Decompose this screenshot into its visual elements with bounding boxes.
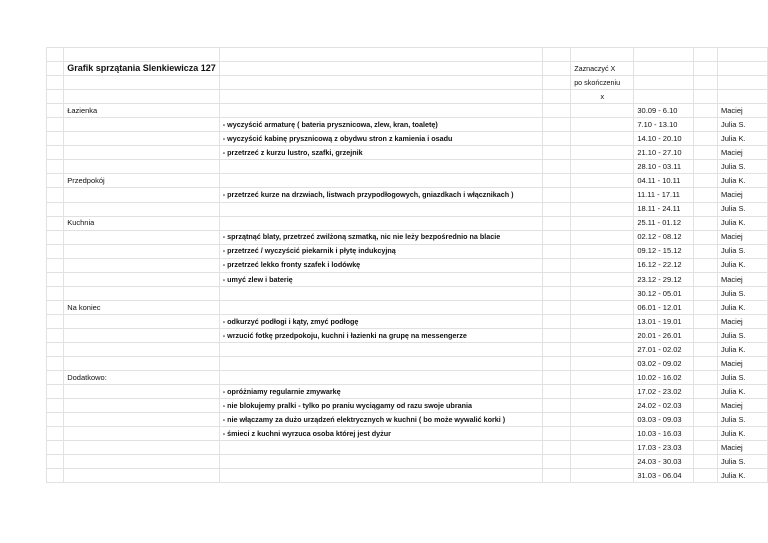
schedule-person[interactable]: Julia K. — [717, 258, 767, 272]
schedule-person[interactable]: Julia K. — [717, 300, 767, 314]
schedule-dates[interactable]: 06.01 - 12.01 — [634, 300, 694, 314]
task-dodatkowo-2[interactable]: - nie blokujemy pralki - tylko po praniu wyciągamy od razu swoje ubrania — [219, 399, 542, 413]
schedule-dates[interactable]: 10.02 - 16.02 — [634, 371, 694, 385]
sheet-row — [47, 216, 768, 230]
schedule-dates[interactable]: 25.11 - 01.12 — [634, 216, 694, 230]
schedule-person[interactable]: Maciej — [717, 188, 767, 202]
sheet-row — [47, 314, 768, 328]
task-lazienka-3[interactable]: - przetrzeć z kurzu lustro, szafki, grzejnik — [219, 146, 542, 160]
schedule-person[interactable]: Maciej — [717, 272, 767, 286]
mark-header-line2[interactable]: po skończeniu — [571, 76, 634, 90]
sheet-row — [47, 244, 768, 258]
schedule-dates[interactable]: 27.01 - 02.02 — [634, 342, 694, 356]
schedule-dates[interactable]: 11.11 - 17.11 — [634, 188, 694, 202]
schedule-dates[interactable]: 04.11 - 10.11 — [634, 174, 694, 188]
schedule-dates[interactable]: 24.03 - 30.03 — [634, 455, 694, 469]
schedule-person[interactable]: Maciej — [717, 441, 767, 455]
sheet-row — [47, 76, 768, 90]
sheet-row — [47, 48, 768, 62]
schedule-person[interactable]: Julia S. — [717, 202, 767, 216]
schedule-dates[interactable]: 03.03 - 09.03 — [634, 413, 694, 427]
sheet-row — [47, 230, 768, 244]
schedule-person[interactable]: Julia K. — [717, 469, 767, 483]
schedule-person[interactable]: Julia S. — [717, 160, 767, 174]
sheet-row — [47, 385, 768, 399]
schedule-dates[interactable]: 30.09 - 6.10 — [634, 104, 694, 118]
schedule-person[interactable]: Julia K. — [717, 342, 767, 356]
sheet-row — [47, 427, 768, 441]
task-kuchnia-3[interactable]: - przetrzeć lekko fronty szafek i lodówkę — [219, 258, 542, 272]
schedule-dates[interactable]: 18.11 - 24.11 — [634, 202, 694, 216]
task-dodatkowo-4[interactable]: - śmieci z kuchni wyrzuca osoba której jest dyżur — [219, 427, 542, 441]
schedule-dates[interactable]: 13.01 - 19.01 — [634, 314, 694, 328]
schedule-person[interactable]: Julia K. — [717, 385, 767, 399]
sheet-row — [47, 62, 768, 76]
task-dodatkowo-1[interactable]: - opróżniamy regularnie zmywarkę — [219, 385, 542, 399]
sheet-row — [47, 328, 768, 342]
sheet-row — [47, 104, 768, 118]
schedule-dates[interactable]: 10.03 - 16.03 — [634, 427, 694, 441]
schedule-dates[interactable]: 17.03 - 23.03 — [634, 441, 694, 455]
schedule-dates[interactable]: 28.10 - 03.11 — [634, 160, 694, 174]
schedule-person[interactable]: Julia S. — [717, 244, 767, 258]
schedule-dates[interactable]: 21.10 - 27.10 — [634, 146, 694, 160]
schedule-dates[interactable]: 03.02 - 09.02 — [634, 357, 694, 371]
schedule-person[interactable]: Julia K. — [717, 132, 767, 146]
schedule-person[interactable]: Julia S. — [717, 371, 767, 385]
sheet-row — [47, 342, 768, 356]
task-lazienka-2[interactable]: - wyczyścić kabinę prysznicową z obydwu stron z kamienia i osadu — [219, 132, 542, 146]
sheet-row — [47, 272, 768, 286]
sheet-row — [47, 399, 768, 413]
schedule-dates[interactable]: 31.03 - 06.04 — [634, 469, 694, 483]
schedule-person[interactable]: Maciej — [717, 230, 767, 244]
schedule-dates[interactable]: 09.12 - 15.12 — [634, 244, 694, 258]
schedule-dates[interactable]: 24.02 - 02.03 — [634, 399, 694, 413]
schedule-person[interactable]: Maciej — [717, 399, 767, 413]
sheet-row — [47, 300, 768, 314]
schedule-person[interactable]: Julia S. — [717, 413, 767, 427]
sheet-row — [47, 413, 768, 427]
task-dodatkowo-3[interactable]: - nie włączamy za dużo urządzeń elektrycznych w kuchni ( bo może wywalić korki ) — [219, 413, 542, 427]
sheet-row — [47, 469, 768, 483]
sheet-row — [47, 441, 768, 455]
sheet-row — [47, 118, 768, 132]
sheet-row — [47, 160, 768, 174]
schedule-person[interactable]: Julia S. — [717, 286, 767, 300]
section-dodatkowo[interactable]: Dodatkowo: — [64, 371, 220, 385]
schedule-dates[interactable]: 17.02 - 23.02 — [634, 385, 694, 399]
schedule-person[interactable]: Julia K. — [717, 216, 767, 230]
sheet-row — [47, 202, 768, 216]
mark-header-x[interactable]: x — [571, 90, 634, 104]
sheet-row — [47, 357, 768, 371]
sheet-row — [47, 188, 768, 202]
schedule-person[interactable]: Maciej — [717, 146, 767, 160]
schedule-dates[interactable]: 02.12 - 08.12 — [634, 230, 694, 244]
schedule-dates[interactable]: 16.12 - 22.12 — [634, 258, 694, 272]
schedule-person[interactable]: Maciej — [717, 104, 767, 118]
schedule-person[interactable]: Julia K. — [717, 427, 767, 441]
schedule-dates[interactable]: 14.10 - 20.10 — [634, 132, 694, 146]
section-kuchnia[interactable]: Kuchnia — [64, 216, 220, 230]
sheet-row — [47, 286, 768, 300]
task-przedpokoj-1[interactable]: - przetrzeć kurze na drzwiach, listwach przypodłogowych, gniazdkach i włącznikach ) — [219, 188, 542, 202]
schedule-person[interactable]: Maciej — [717, 357, 767, 371]
schedule-dates[interactable]: 23.12 - 29.12 — [634, 272, 694, 286]
task-kuchnia-2[interactable]: - przetrzeć / wyczyścić piekarnik i płytę indukcyjną — [219, 244, 542, 258]
cleaning-schedule-sheet — [46, 47, 768, 483]
task-kuchnia-4[interactable]: - umyć zlew i baterię — [219, 272, 542, 286]
sheet-row — [47, 455, 768, 469]
sheet-row — [47, 371, 768, 385]
sheet-row — [47, 258, 768, 272]
mark-header-line1[interactable]: Zaznaczyć X — [571, 62, 634, 76]
schedule-dates[interactable]: 20.01 - 26.01 — [634, 328, 694, 342]
task-koniec-2[interactable]: - wrzucić fotkę przedpokoju, kuchni i łazienki na grupę na messengerze — [219, 328, 542, 342]
schedule-person[interactable]: Julia S. — [717, 328, 767, 342]
sheet-row — [47, 146, 768, 160]
schedule-person[interactable]: Maciej — [717, 314, 767, 328]
schedule-dates[interactable]: 7.10 - 13.10 — [634, 118, 694, 132]
schedule-person[interactable]: Julia K. — [717, 174, 767, 188]
task-lazienka-1[interactable]: - wyczyścić armaturę ( bateria prysznicowa, zlew, kran, toaletę) — [219, 118, 542, 132]
schedule-person[interactable]: Julia S. — [717, 455, 767, 469]
schedule-person[interactable]: Julia S. — [717, 118, 767, 132]
section-na-koniec[interactable]: Na koniec — [64, 300, 220, 314]
sheet-row — [47, 90, 768, 104]
schedule-dates[interactable]: 30.12 - 05.01 — [634, 286, 694, 300]
sheet-title[interactable]: Grafik sprzątania Slenkiewicza 127 — [64, 62, 220, 76]
sheet-row — [47, 132, 768, 146]
section-lazienka[interactable]: Łazienka — [64, 104, 220, 118]
task-kuchnia-1[interactable]: - sprzątnąć blaty, przetrzeć zwilżoną szmatką, nic nie leży bezpośrednio na blacie — [219, 230, 542, 244]
task-koniec-1[interactable]: - odkurzyć podłogi i kąty, zmyć podłogę — [219, 314, 542, 328]
section-przedpokoj[interactable]: Przedpokój — [64, 174, 220, 188]
sheet-row — [47, 174, 768, 188]
